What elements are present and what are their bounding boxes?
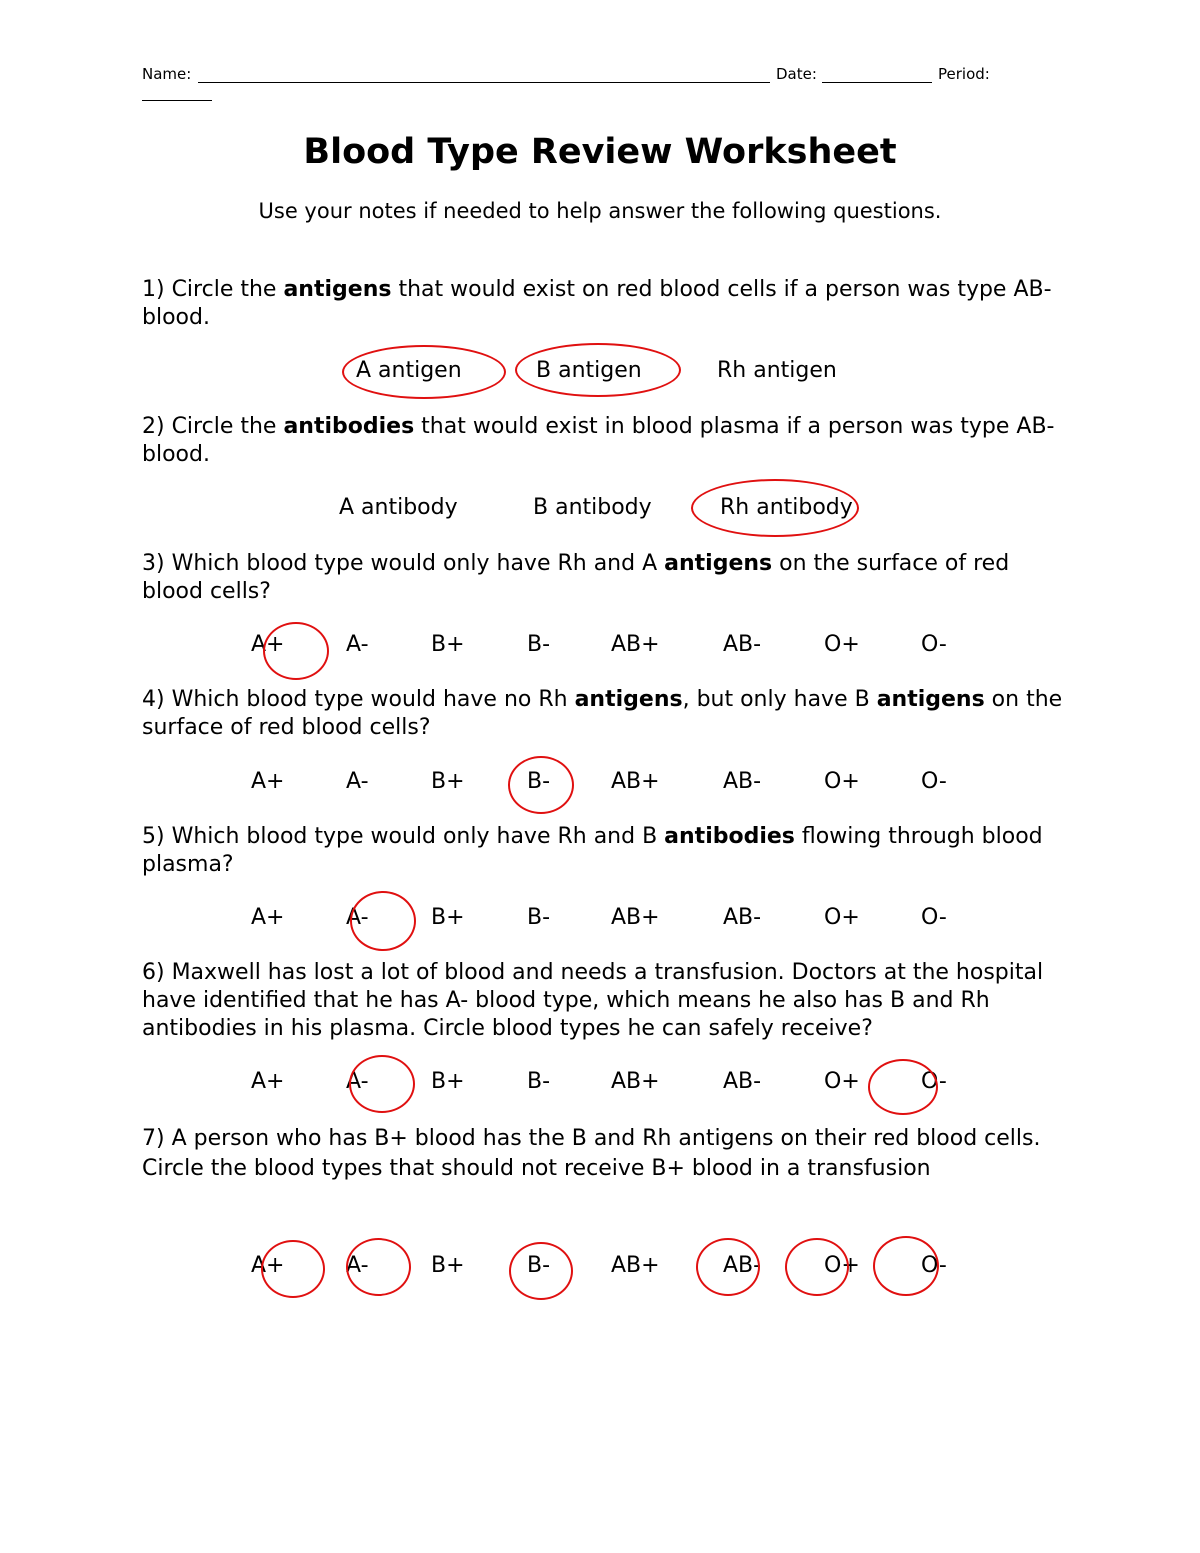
date-label: Date: <box>776 65 817 83</box>
option-blood-type[interactable]: A+ <box>251 769 285 794</box>
option-blood-type[interactable]: A- <box>346 1253 369 1278</box>
option-blood-type[interactable]: B- <box>527 905 551 930</box>
option-blood-type[interactable]: B- <box>527 632 551 657</box>
instructions: Use your notes if needed to help answer the following questions. <box>258 199 942 223</box>
option-blood-type[interactable]: O- <box>921 1069 947 1094</box>
option-blood-type[interactable]: O- <box>921 632 947 657</box>
question-4: 4) Which blood type would have no Rh antigens, but only have B antigens on the surface of red blood cells? <box>142 687 1063 740</box>
option-blood-type[interactable]: O- <box>921 905 947 930</box>
name-field[interactable] <box>198 82 770 83</box>
option-blood-type[interactable]: B- <box>527 769 551 794</box>
question-1: 1) Circle the antigens that would exist on red blood cells if a person was type AB- blood. <box>142 277 1052 330</box>
name-label: Name: <box>142 65 192 83</box>
option-blood-type[interactable]: AB- <box>723 769 762 794</box>
option-blood-type[interactable]: B+ <box>431 632 465 657</box>
option-blood-type[interactable]: O+ <box>824 905 860 930</box>
option-blood-type[interactable]: AB- <box>723 1069 762 1094</box>
question-2: 2) Circle the antibodies that would exist in blood plasma if a person was type AB- blood. <box>142 414 1055 467</box>
option-blood-type[interactable]: A+ <box>251 905 285 930</box>
option-blood-type[interactable]: A+ <box>251 632 285 657</box>
option-blood-type[interactable]: B+ <box>431 905 465 930</box>
date-field[interactable] <box>822 82 932 83</box>
option-blood-type[interactable]: AB+ <box>611 769 660 794</box>
option-blood-type[interactable]: AB+ <box>611 905 660 930</box>
option-b-antigen[interactable]: B antigen <box>536 358 642 383</box>
option-blood-type[interactable]: B- <box>527 1069 551 1094</box>
option-a-antigen[interactable]: A antigen <box>356 358 462 383</box>
question-3: 3) Which blood type would only have Rh and A antigens on the surface of red blood cells? <box>142 551 1010 604</box>
option-blood-type[interactable]: B+ <box>431 1069 465 1094</box>
option-blood-type[interactable]: AB- <box>723 632 762 657</box>
option-a-antibody[interactable]: A antibody <box>339 495 458 520</box>
question-7: 7) A person who has B+ blood has the B and Rh antigens on their red blood cells. Circle the blood types that should not receive B+ blood in a transfusion <box>142 1126 1041 1181</box>
option-blood-type[interactable]: AB+ <box>611 1253 660 1278</box>
option-blood-type[interactable]: O+ <box>824 632 860 657</box>
option-blood-type[interactable]: A- <box>346 769 369 794</box>
option-blood-type[interactable]: B- <box>527 1253 551 1278</box>
option-blood-type[interactable]: O+ <box>824 769 860 794</box>
option-blood-type[interactable]: O+ <box>824 1069 860 1094</box>
option-blood-type[interactable]: AB+ <box>611 632 660 657</box>
option-blood-type[interactable]: AB+ <box>611 1069 660 1094</box>
option-blood-type[interactable]: B+ <box>431 1253 465 1278</box>
page-title: Blood Type Review Worksheet <box>303 132 897 172</box>
question-5: 5) Which blood type would only have Rh and B antibodies flowing through blood plasma? <box>142 824 1043 877</box>
option-blood-type[interactable]: O+ <box>824 1253 860 1278</box>
period-label: Period: <box>938 65 990 83</box>
option-blood-type[interactable]: AB- <box>723 905 762 930</box>
option-blood-type[interactable]: O- <box>921 1253 947 1278</box>
option-blood-type[interactable]: B+ <box>431 769 465 794</box>
option-blood-type[interactable]: A+ <box>251 1069 285 1094</box>
option-rh-antigen[interactable]: Rh antigen <box>717 358 837 383</box>
question-6: 6) Maxwell has lost a lot of blood and needs a transfusion. Doctors at the hospital have identified that he has A- blood type, which means he also has B and Rh antibodies in his plasma. Circle blood types he can safely receive? <box>142 960 1044 1041</box>
option-blood-type[interactable]: A- <box>346 905 369 930</box>
option-blood-type[interactable]: A+ <box>251 1253 285 1278</box>
option-blood-type[interactable]: A- <box>346 1069 369 1094</box>
option-blood-type[interactable]: O- <box>921 769 947 794</box>
option-rh-antibody[interactable]: Rh antibody <box>720 495 853 520</box>
option-blood-type[interactable]: A- <box>346 632 369 657</box>
option-blood-type[interactable]: AB- <box>723 1253 762 1278</box>
option-b-antibody[interactable]: B antibody <box>533 495 652 520</box>
period-field[interactable] <box>142 100 212 101</box>
